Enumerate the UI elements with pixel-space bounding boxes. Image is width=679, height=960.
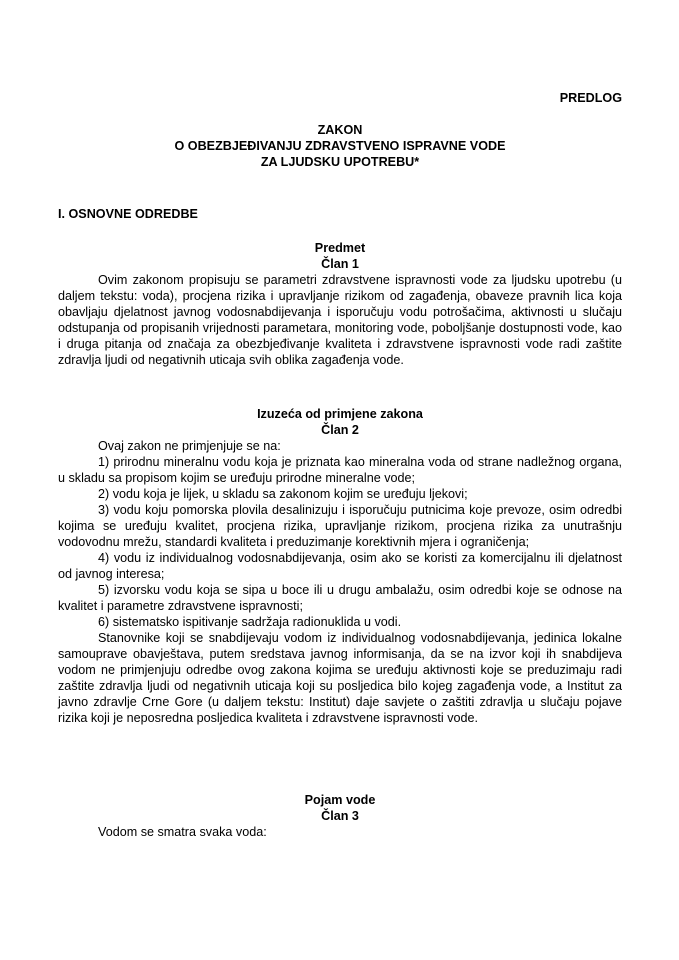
article-number: Član 3 (321, 809, 359, 823)
article-1 (58, 240, 622, 368)
list-item: 3) vodu koju pomorska plovila desalinizuju i isporučuju putnicima koje prevoze, osim odredbi kojima se uređuju kvalitet, procjena rizika, upravljanje rizikom, procjena rizika za unutrašnju vodovodnu mrežu, standardi kvaliteta i preduzimanje korektivnih mjera i ograničenja; (58, 503, 622, 549)
list-item: 2) vodu koja je lijek, u skladu sa zakonom kojim se uređuju ljekovi; (98, 487, 468, 501)
article-intro: Ovaj zakon ne primjenjuje se na: (98, 439, 281, 453)
article-closing: Stanovnike koji se snabdijevaju vodom iz individualnog vodosnabdijevanja, jedinica lokalne samouprave obavještava, putem sredstava javnog informisanja, da se na izvor koji ih snabdijeva vodom ne primjenjuju odredbe ovog zakona kojima se uređuju aktivnosti koje se preduzimaju radi zaštite zdravlja ljudi od negativnih uticaja koji su posljedica bilo kojeg zagađenja vode, a Institut za javno zdravlje Crne Gore (u daljem tekstu: Institut) daje savjete o zaštiti zdravlja u slučaju pojave rizika koji je neposredna posljedica kvaliteta i zdravstvene ispravnosti vode. (58, 631, 622, 725)
article-number: Član 2 (321, 423, 359, 437)
chapter-heading: I. OSNOVNE ODREDBE (58, 207, 198, 221)
list-item: 4) vodu iz individualnog vodosnabdijevanja, osim ako se koristi za komercijalnu ili djelatnost od javnog interesa; (58, 551, 622, 581)
article-subject: Izuzeća od primjene zakona (257, 407, 423, 421)
law-title (58, 122, 622, 170)
list-item: 6) sistematsko ispitivanje sadržaja radionuklida u vodi. (98, 615, 402, 629)
article-intro: Vodom se smatra svaka voda: (98, 825, 267, 839)
title-line: ZAKON (317, 123, 363, 137)
article-2 (58, 406, 622, 726)
article-text: Ovim zakonom propisuju se parametri zdravstvene ispravnosti vode za ljudsku upotrebu (u daljem tekstu: voda), procjena rizika i upravljanje rizikom od zagađenja, obaveze pravnih lica koja obavljaju djelatnost javnog vodosnabdijevanja i isporučuju vodu potrošačima, aktivnosti u slučaju odstupanja od propisanih vrijednosti parametara, monitoring vode, poboljšanje dostupnosti vode, kao i druga pitanja od značaja za obezbjeđivanje kvaliteta i zdravstvene ispravnosti vode radi zaštite zdravlja ljudi od negativnih uticaja svih oblika zagađenja vode. (58, 273, 622, 367)
article-subject: Pojam vode (304, 793, 376, 807)
title-line: ZA LJUDSKU UPOTREBU* (260, 155, 420, 169)
article-3 (58, 792, 622, 840)
title-line: O OBEZBJEĐIVANJU ZDRAVSTVENO ISPRAVNE VODE (174, 139, 506, 153)
list-item: 5) izvorsku vodu koja se sipa u boce ili u drugu ambalažu, osim odredbi koje se odnose na kvalitet i parametre zdravstvene ispravnosti; (58, 583, 622, 613)
article-subject: Predmet (314, 241, 366, 255)
article-number: Član 1 (321, 257, 359, 271)
list-item: 1) prirodnu mineralnu vodu koja je priznata kao mineralna voda od strane nadležnog organa, u skladu sa propisom kojim se uređuju prirodne mineralne vode; (58, 455, 622, 485)
document-label: PREDLOG (559, 91, 622, 105)
